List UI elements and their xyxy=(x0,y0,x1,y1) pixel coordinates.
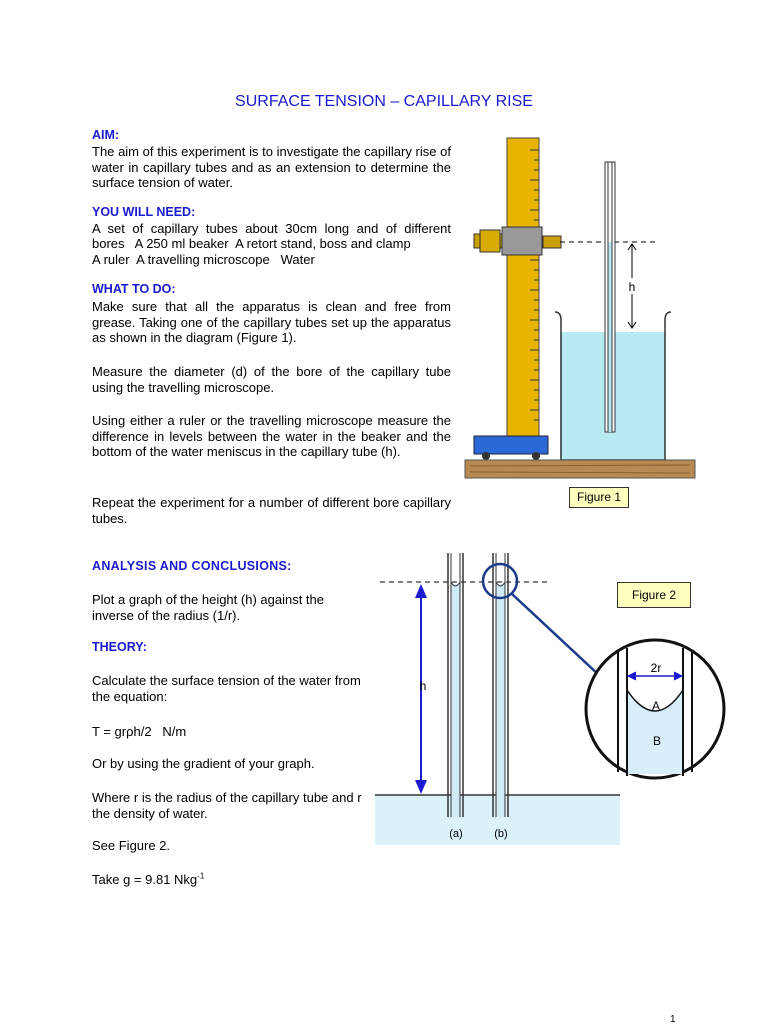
page-number: 1 xyxy=(670,1014,676,1024)
theory-p5 xyxy=(92,872,204,888)
theory-p2: Or by using the gradient of your graph. xyxy=(92,756,315,771)
what-p3: Using either a ruler or the travelling microscope measure the difference in levels between the water in the beaker and the bottom of the water meniscus in the capillary tube (h). xyxy=(92,413,451,460)
theory-p4: See Figure 2. xyxy=(92,838,171,853)
tube-a xyxy=(448,553,463,817)
gravity-exponent: -1 xyxy=(197,871,205,881)
equation: T = grρh/2 N/m xyxy=(92,724,187,739)
figure-1-caption: Figure 1 xyxy=(569,487,629,508)
aim-heading: AIM: xyxy=(92,128,120,142)
what-heading: WHAT TO DO: xyxy=(92,282,176,296)
retort-stand xyxy=(474,138,548,460)
region-b-label: B xyxy=(652,734,662,748)
what-p1: Make sure that all the apparatus is clean and free from grease. Taking one of the capillary tubes set up the apparatus as shown in the diagram (Figure 1). xyxy=(92,299,451,346)
need-line-3: A ruler A travelling microscope Water xyxy=(92,252,315,267)
need-heading: YOU WILL NEED: xyxy=(92,205,196,219)
theory-heading: THEORY: xyxy=(92,640,147,654)
theory-p3: Where r is the radius of the capillary tube and r the density of water. xyxy=(92,790,362,821)
capillary-tube xyxy=(605,162,615,432)
analysis-text: Plot a graph of the height (h) against the inverse of the radius (1/r). xyxy=(92,592,324,623)
theory-p1: Calculate the surface tension of the water from the equation: xyxy=(92,673,361,704)
tube-b-label: (b) xyxy=(494,828,508,840)
region-a-label: A xyxy=(651,699,661,713)
figure-1-apparatus xyxy=(460,130,710,490)
tube-b xyxy=(493,553,508,817)
what-p4: Repeat the experiment for a number of different bore capillary tubes. xyxy=(92,495,451,526)
bench xyxy=(465,460,695,478)
analysis-heading: ANALYSIS AND CONCLUSIONS: xyxy=(92,559,292,573)
magnify-connector xyxy=(512,594,600,676)
gravity-text: Take g = 9.81 Nkg xyxy=(92,872,198,887)
tube-a-label: (a) xyxy=(449,828,463,840)
need-line-2: bores A 250 ml beaker A retort stand, boss and clamp xyxy=(92,236,411,251)
what-p2: Measure the diameter (d) of the bore of the capillary tube using the travelling microscope. xyxy=(92,364,451,395)
radius-label: 2r xyxy=(650,661,662,675)
figure-2-h-label: h xyxy=(419,679,427,693)
figure-2-caption: Figure 2 xyxy=(617,582,691,608)
aim-text: The aim of this experiment is to investigate the capillary rise of water in capillary tubes and as an extension to determine the surface tension of water. xyxy=(92,144,451,191)
travelling-microscope xyxy=(474,227,561,255)
need-line-1: A set of capillary tubes about 30cm long and of different xyxy=(92,221,451,236)
figure-1-h-label: h xyxy=(628,280,636,294)
page-title: SURFACE TENSION – CAPILLARY RISE xyxy=(235,93,533,110)
